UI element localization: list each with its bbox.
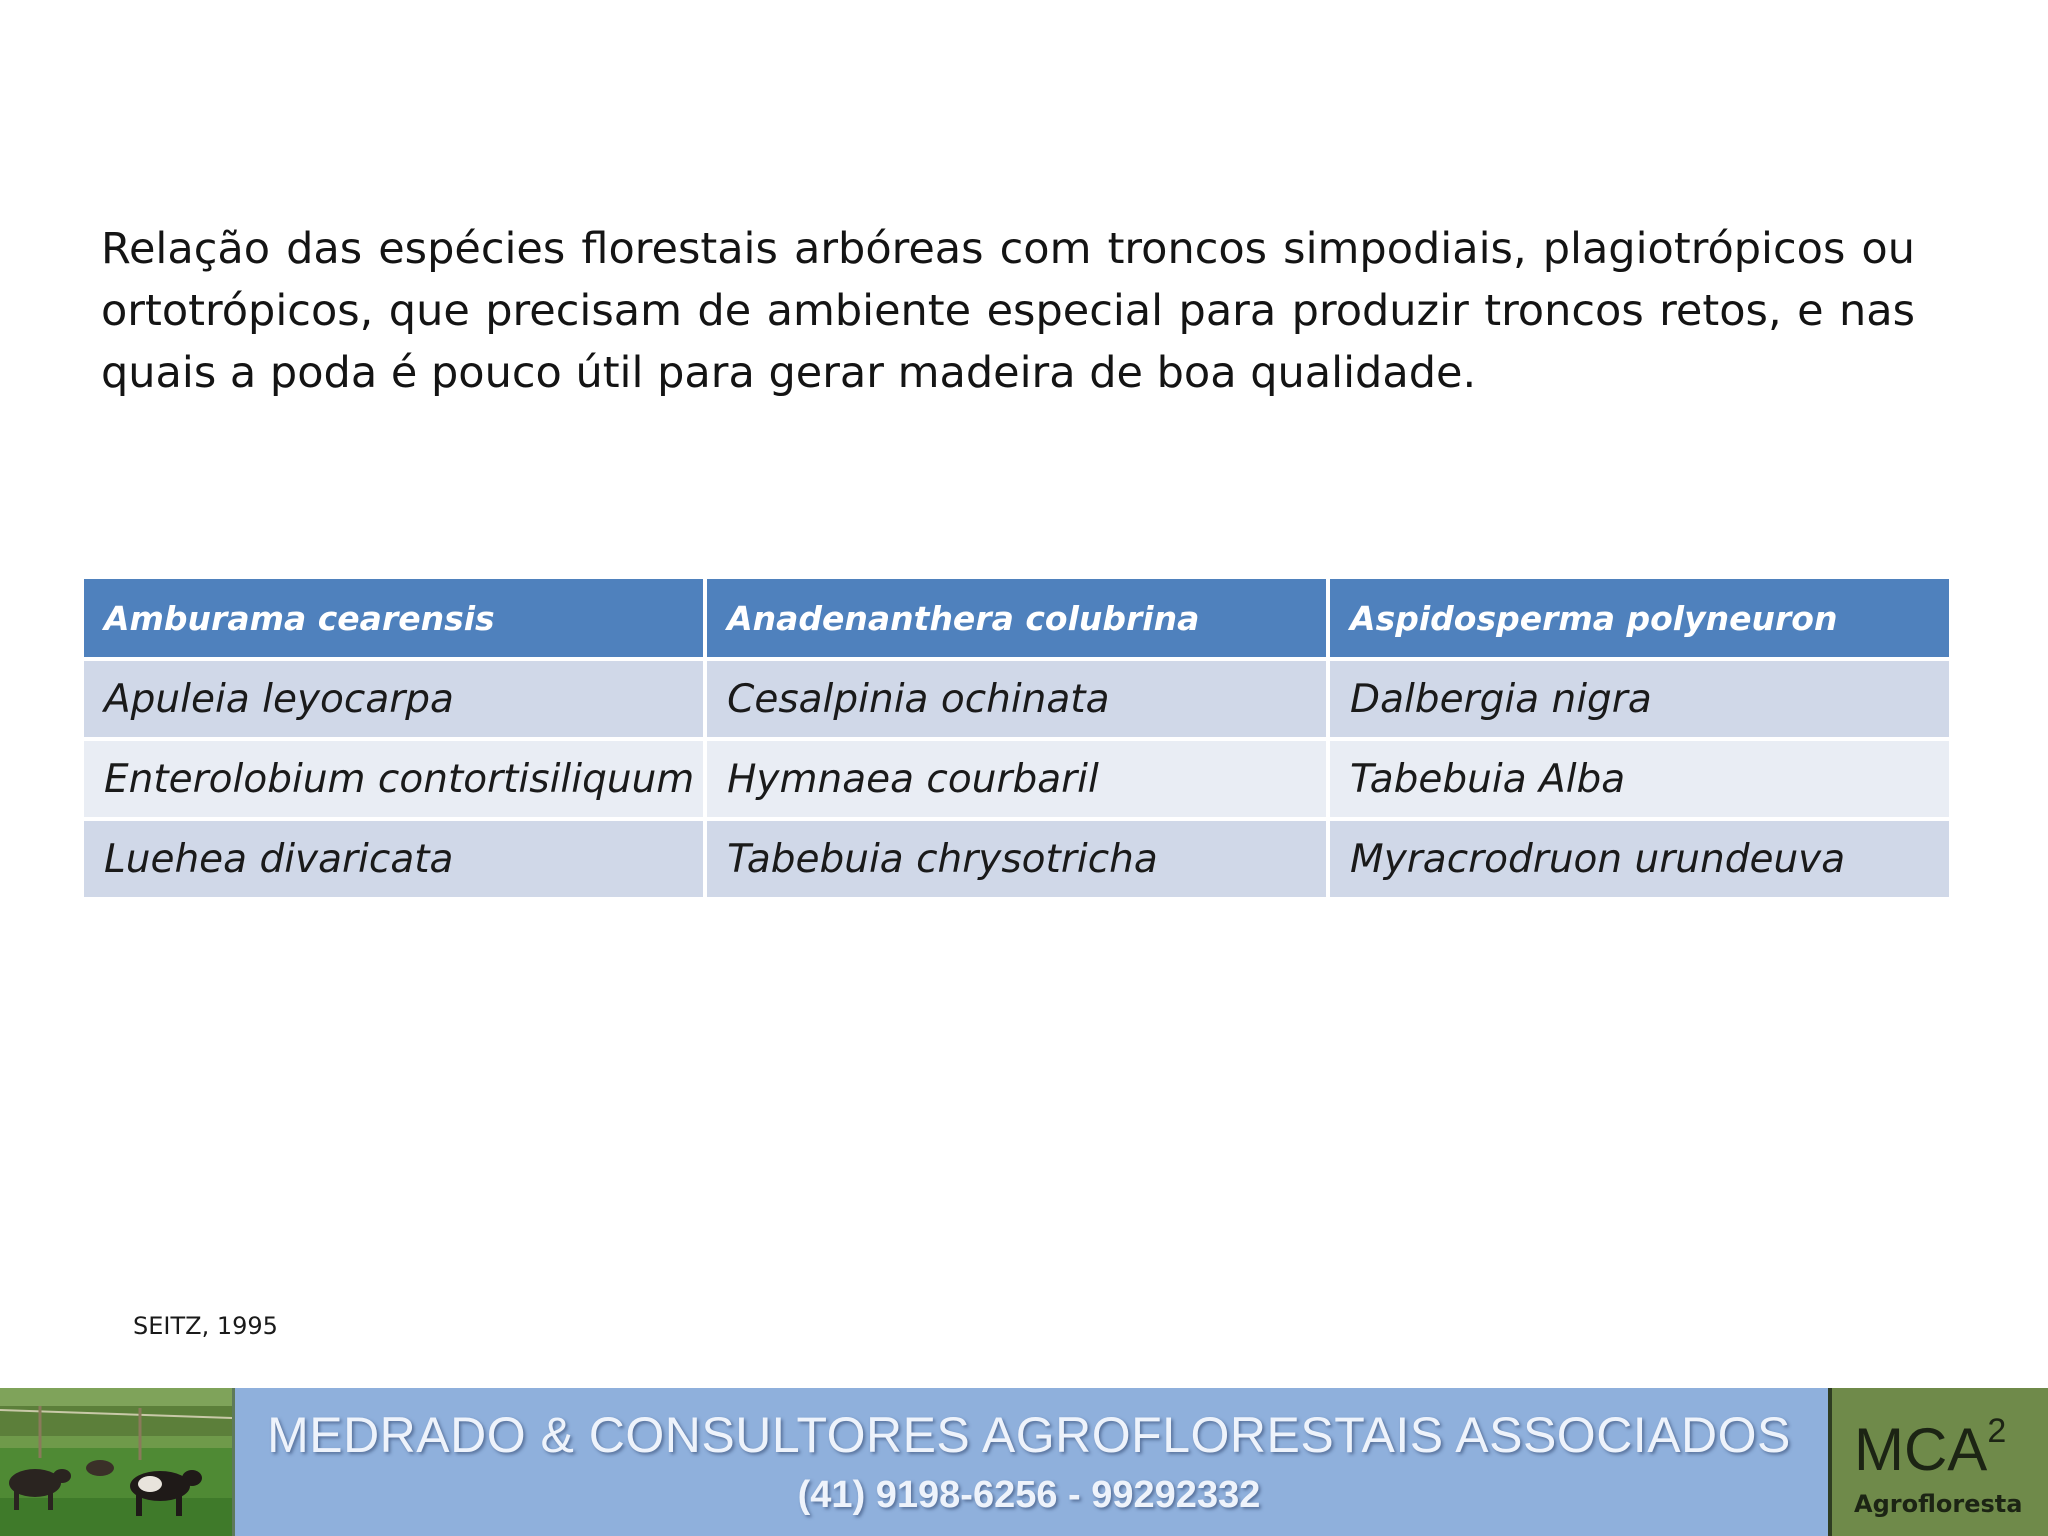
table-cell: Tabebuia chrysotricha (705, 819, 1328, 899)
table-header-cell: Amburama cearensis (82, 577, 705, 659)
mca-logo (1828, 1388, 2048, 1536)
company-name: MEDRADO & CONSULTORES AGROFLORESTAIS ASSOCIADOS (267, 1407, 1791, 1463)
table-cell: Enterolobium contortisiliquum (82, 739, 705, 819)
footer-banner (0, 1388, 2048, 1536)
logo-text: MCA (1854, 1416, 1988, 1483)
table-cell: Tabebuia Alba (1328, 739, 1951, 819)
table-header-cell: Aspidosperma polyneuron (1328, 577, 1951, 659)
logo-superscript: 2 (1987, 1412, 2007, 1450)
table-cell: Dalbergia nigra (1328, 659, 1951, 739)
table-cell: Hymnaea courbaril (705, 739, 1328, 819)
source-citation: SEITZ, 1995 (133, 1312, 278, 1340)
table-header-row (82, 577, 1951, 659)
logo-subtitle: Agrofloresta (1854, 1490, 2023, 1518)
company-phone: (41) 9198-6256 - 99292332 (797, 1474, 1261, 1516)
table-cell: Myracrodruon urundeuva (1328, 819, 1951, 899)
table-cell: Apuleia leyocarpa (82, 659, 705, 739)
table-header-cell: Anadenanthera colubrina (705, 577, 1328, 659)
table-row (82, 819, 1951, 899)
pasture-cattle-photo (0, 1388, 235, 1536)
species-table (80, 575, 1953, 901)
logo-mark (1854, 1412, 2006, 1484)
footer-text (232, 1388, 1826, 1536)
intro-paragraph: Relação das espécies florestais arbóreas com troncos simpodiais, plagiotrópicos ou ortotrópicos, que precisam de ambiente especial para produzir troncos retos, e nas quais a poda é pouco útil para gerar madeira de boa qualidade. (101, 224, 1915, 398)
table-row (82, 739, 1951, 819)
table-cell: Luehea divaricata (82, 819, 705, 899)
table-cell: Cesalpinia ochinata (705, 659, 1328, 739)
table-row (82, 659, 1951, 739)
